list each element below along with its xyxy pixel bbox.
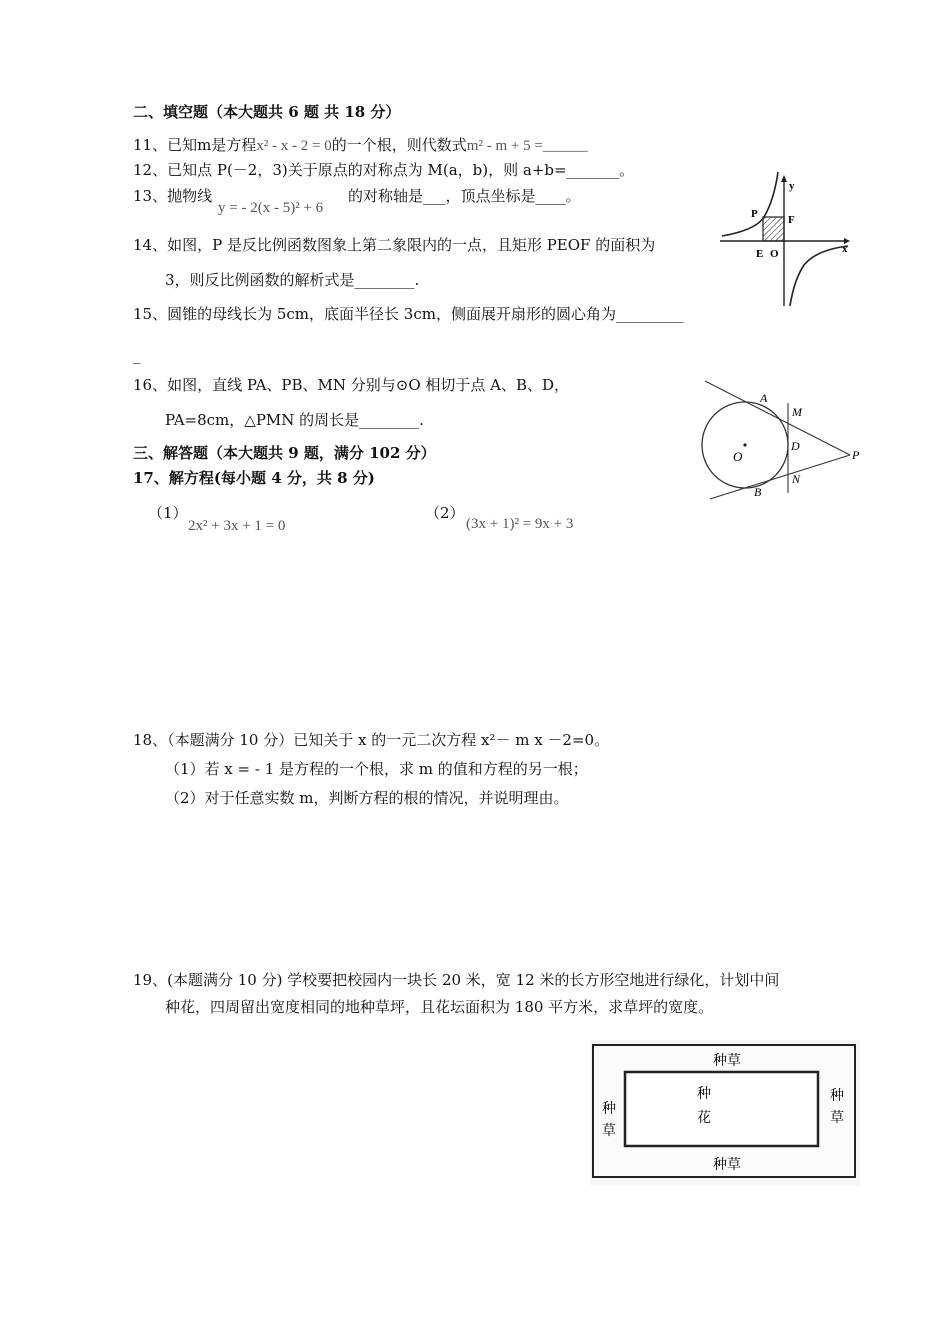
label-O: O xyxy=(733,449,743,464)
label-O: O xyxy=(770,248,779,260)
label-B: B xyxy=(754,485,762,499)
center-point xyxy=(743,443,746,446)
q13 xyxy=(133,186,212,206)
q13-pre: 13、抛物线 xyxy=(133,187,213,205)
label-D: D xyxy=(791,439,800,453)
hyperbola-figure xyxy=(716,170,856,310)
grass-left-label-1: 种 xyxy=(602,1101,616,1117)
tangent-PA xyxy=(705,381,850,455)
q11-expression: m² - m + 5 = xyxy=(466,138,543,154)
y-axis-arrow xyxy=(781,175,787,182)
q15-line1: 15、圆锥的母线长为 5cm，底面半径长 3cm，侧面展开扇形的圆心角为_________ xyxy=(133,305,684,323)
label-M: M xyxy=(792,405,802,419)
q16-line2: PA=8cm，△PMN 的周长是________. xyxy=(165,411,424,429)
q17-part2-equation: (3x + 1)² = 9x + 3 xyxy=(466,516,574,532)
section2-heading: 二、填空题（本大题共 6 题 共 18 分） xyxy=(133,103,401,121)
q14-line2: 3，则反比例函数的解析式是________. xyxy=(165,271,420,289)
label-y: y xyxy=(789,180,795,192)
tangent-PB xyxy=(710,455,850,499)
q14-line1: 14、如图，P 是反比例函数图象上第二象限内的一点，且矩形 PEOF 的面积为 xyxy=(133,236,656,254)
q15-line2: _ xyxy=(133,346,141,364)
label-F: F xyxy=(788,214,795,226)
grass-right-label-1: 种 xyxy=(830,1088,844,1104)
label-N: N xyxy=(792,472,801,486)
q17-part2-label: （2） xyxy=(425,504,465,522)
q18-title: 18、（本题满分 10 分）已知关于 x 的一元二次方程 x²－ m x －2=0。 xyxy=(133,731,610,749)
section3-heading: 三、解答题（本大题共 9 题，满分 102 分） xyxy=(133,444,436,462)
q18-sub2: （2）对于任意实数 m，判断方程的根的情况，并说明理由。 xyxy=(165,789,569,807)
rectangle-PEOF xyxy=(763,217,784,241)
grass-right-label-2: 草 xyxy=(830,1110,844,1126)
q13-post: 的对称轴是___，顶点坐标是____。 xyxy=(348,187,581,205)
q11-mid: 的一个根，则代数式 xyxy=(331,136,467,154)
q11 xyxy=(133,135,588,156)
label-A: A xyxy=(760,391,768,405)
flower-label-1: 种 xyxy=(697,1086,711,1102)
label-P: P xyxy=(751,208,758,220)
label-E: E xyxy=(756,248,764,260)
grass-bottom-label: 种草 xyxy=(713,1157,741,1173)
garden-figure xyxy=(590,1040,860,1185)
grass-left-label-2: 草 xyxy=(602,1123,616,1139)
q19-line1: 19、(本题满分 10 分) 学校要把校园内一块长 20 米，宽 12 米的长方形空地进行绿化，计划中间 xyxy=(133,971,780,989)
q11-text: 11、已知m是方程 xyxy=(133,136,257,154)
q16-line1: 16、如图，直线 PA、PB、MN 分别与⊙O 相切于点 A、B、D， xyxy=(133,376,570,394)
circle-tangent-figure xyxy=(700,375,870,503)
flower-bed xyxy=(625,1072,818,1146)
label-x: x xyxy=(842,243,848,255)
q11-blank: ______ xyxy=(542,138,588,154)
q18-sub1: （1）若 x = - 1 是方程的一个根，求 m 的值和方程的另一根； xyxy=(165,760,588,778)
q19-line2: 种花，四周留出宽度相同的地种草坪，且花坛面积为 180 平方米，求草坪的宽度。 xyxy=(165,998,714,1016)
grass-top-label: 种草 xyxy=(713,1053,741,1069)
label-P: P xyxy=(852,448,860,462)
q17-title: 17、解方程(每小题 4 分，共 8 分) xyxy=(133,469,375,487)
q17-part1-label: （1） xyxy=(148,504,188,522)
flower-label-2: 花 xyxy=(697,1110,711,1126)
q11-equation: x² - x - 2 = 0 xyxy=(256,138,332,154)
q17-part1-equation: 2x² + 3x + 1 = 0 xyxy=(188,518,286,534)
q12: 12、已知点 P(－2，3)关于原点的对称点为 M(a，b)，则 a+b=_______。 xyxy=(133,161,635,179)
hyperbola-branch-4 xyxy=(790,246,848,306)
q13-equation: y = - 2(x - 5)² + 6 xyxy=(218,200,324,216)
